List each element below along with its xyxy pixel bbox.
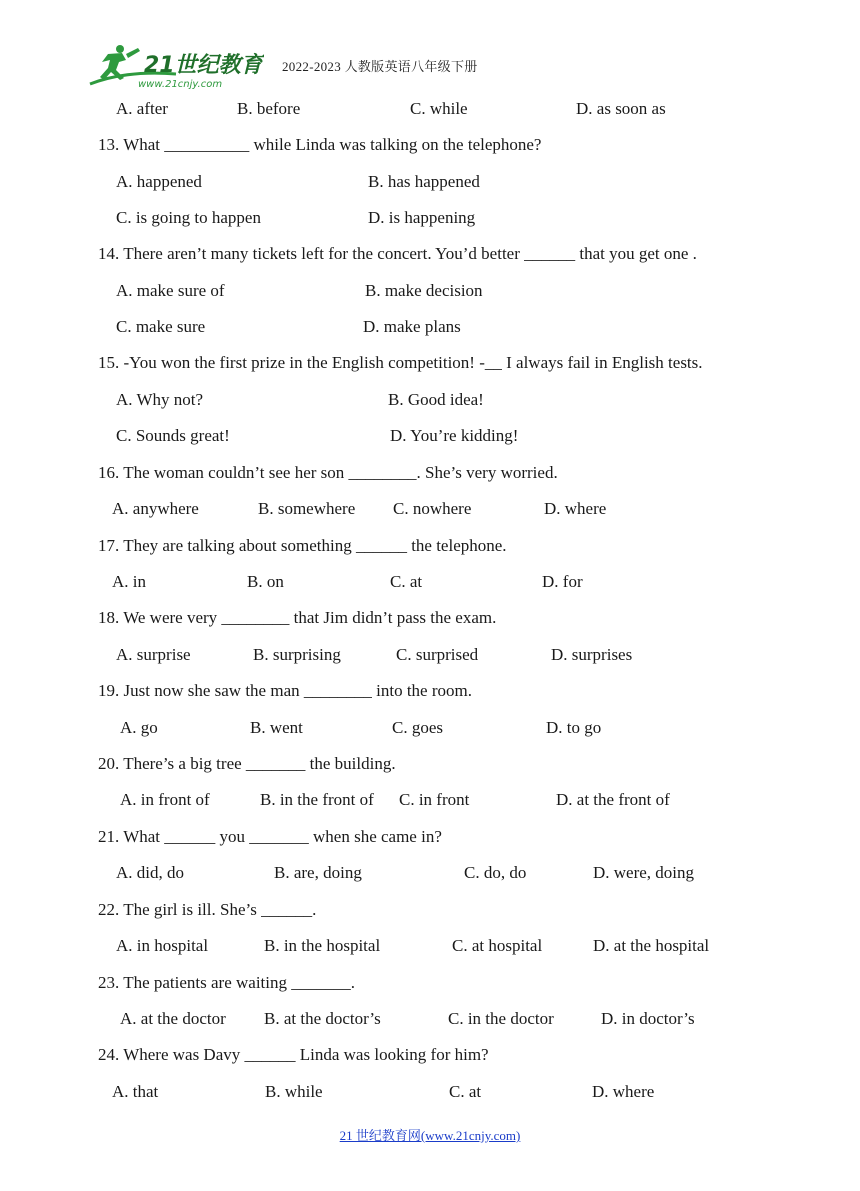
- question-text: 19. Just now she saw the man ________ into the room.: [98, 681, 472, 700]
- answer-option: D. for: [542, 572, 583, 591]
- answer-option: B. Good idea!: [388, 390, 484, 409]
- answer-option: B. make decision: [365, 281, 483, 300]
- answer-option: A. go: [120, 718, 158, 737]
- svg-text:www.21cnjy.com: www.21cnjy.com: [138, 79, 223, 90]
- answer-option: C. Sounds great!: [116, 426, 230, 445]
- answer-option: A. make sure of: [116, 281, 225, 300]
- answer-option: C. while: [410, 99, 468, 118]
- answer-option: C. at: [449, 1082, 482, 1101]
- question-text: 17. They are talking about something ______ the telephone.: [98, 536, 507, 555]
- answer-option: A. happened: [116, 172, 202, 191]
- answer-option: D. make plans: [363, 317, 461, 336]
- question-text: 18. We were very ________ that Jim didn’t pass the exam.: [98, 608, 497, 627]
- answer-option: A. Why not?: [116, 390, 204, 409]
- answer-option: C. surprised: [396, 645, 479, 664]
- answer-option: A. in hospital: [116, 936, 209, 955]
- answer-option: D. surprises: [551, 645, 633, 664]
- question-text: 14. There aren’t many tickets left for the concert. You’d better ______ that you get one .: [98, 244, 697, 263]
- answer-option: D. at the front of: [556, 790, 670, 809]
- answer-option: D. at the hospital: [593, 936, 710, 955]
- answer-option: C. make sure: [116, 317, 206, 336]
- answer-option: D. where: [592, 1082, 655, 1101]
- answer-option: B. somewhere: [258, 499, 356, 518]
- svg-text:21世纪教育: 21世纪教育: [144, 53, 263, 78]
- answer-option: B. has happened: [368, 172, 480, 191]
- answer-option: B. in the front of: [260, 790, 374, 809]
- answer-option: D. in doctor’s: [601, 1009, 695, 1028]
- answer-option: C. at hospital: [452, 936, 543, 955]
- answer-option: A. at the doctor: [120, 1009, 226, 1028]
- question-text: 21. What ______ you _______ when she came in?: [98, 827, 442, 846]
- answer-option: B. on: [247, 572, 284, 591]
- answer-option: B. at the doctor’s: [264, 1009, 381, 1028]
- header-title: 2022-2023 人教版英语八年级下册: [282, 59, 478, 74]
- answer-option: B. are, doing: [274, 863, 362, 882]
- question-text: 24. Where was Davy ______ Linda was looking for him?: [98, 1045, 489, 1064]
- question-text: 16. The woman couldn’t see her son ________. She’s very worried.: [98, 463, 558, 482]
- page-footer: [0, 1125, 860, 1144]
- answer-option: C. goes: [392, 718, 443, 737]
- answer-option: A. in: [112, 572, 146, 591]
- answer-option: D. to go: [546, 718, 602, 737]
- question-text: 22. The girl is ill. She’s ______.: [98, 900, 317, 919]
- page-header: [86, 40, 786, 90]
- answer-option: C. in the doctor: [448, 1009, 554, 1028]
- question-text: 15. -You won the first prize in the English competition! -__ I always fail in English tests.: [98, 353, 703, 372]
- answer-option: A. in front of: [120, 790, 210, 809]
- answer-option: D. were, doing: [593, 863, 695, 882]
- answer-option: B. while: [265, 1082, 323, 1101]
- answer-option: C. is going to happen: [116, 208, 261, 227]
- answer-option: A. surprise: [116, 645, 191, 664]
- answer-option: B. in the hospital: [264, 936, 381, 955]
- answer-option: D. You’re kidding!: [390, 426, 519, 445]
- answer-option: C. nowhere: [393, 499, 472, 518]
- answer-option: A. did, do: [116, 863, 184, 882]
- footer-link[interactable]: 21 世纪教育网(www.21cnjy.com): [339, 1128, 521, 1143]
- logo: [86, 40, 264, 90]
- answer-option: D. as soon as: [576, 99, 666, 118]
- answer-option: C. do, do: [464, 863, 527, 882]
- answer-option: D. where: [544, 499, 607, 518]
- answer-option: B. went: [250, 718, 303, 737]
- answer-option: D. is happening: [368, 208, 476, 227]
- answer-option: A. after: [116, 99, 168, 118]
- answer-option: A. anywhere: [112, 499, 199, 518]
- answer-option: B. surprising: [253, 645, 341, 664]
- question-text: 20. There’s a big tree _______ the building.: [98, 754, 396, 773]
- answer-option: B. before: [237, 99, 301, 118]
- question-text: 23. The patients are waiting _______.: [98, 973, 355, 992]
- answer-option: C. at: [390, 572, 423, 591]
- answer-option: A. that: [112, 1082, 159, 1101]
- answer-option: C. in front: [399, 790, 470, 809]
- question-text: 13. What __________ while Linda was talking on the telephone?: [98, 135, 542, 154]
